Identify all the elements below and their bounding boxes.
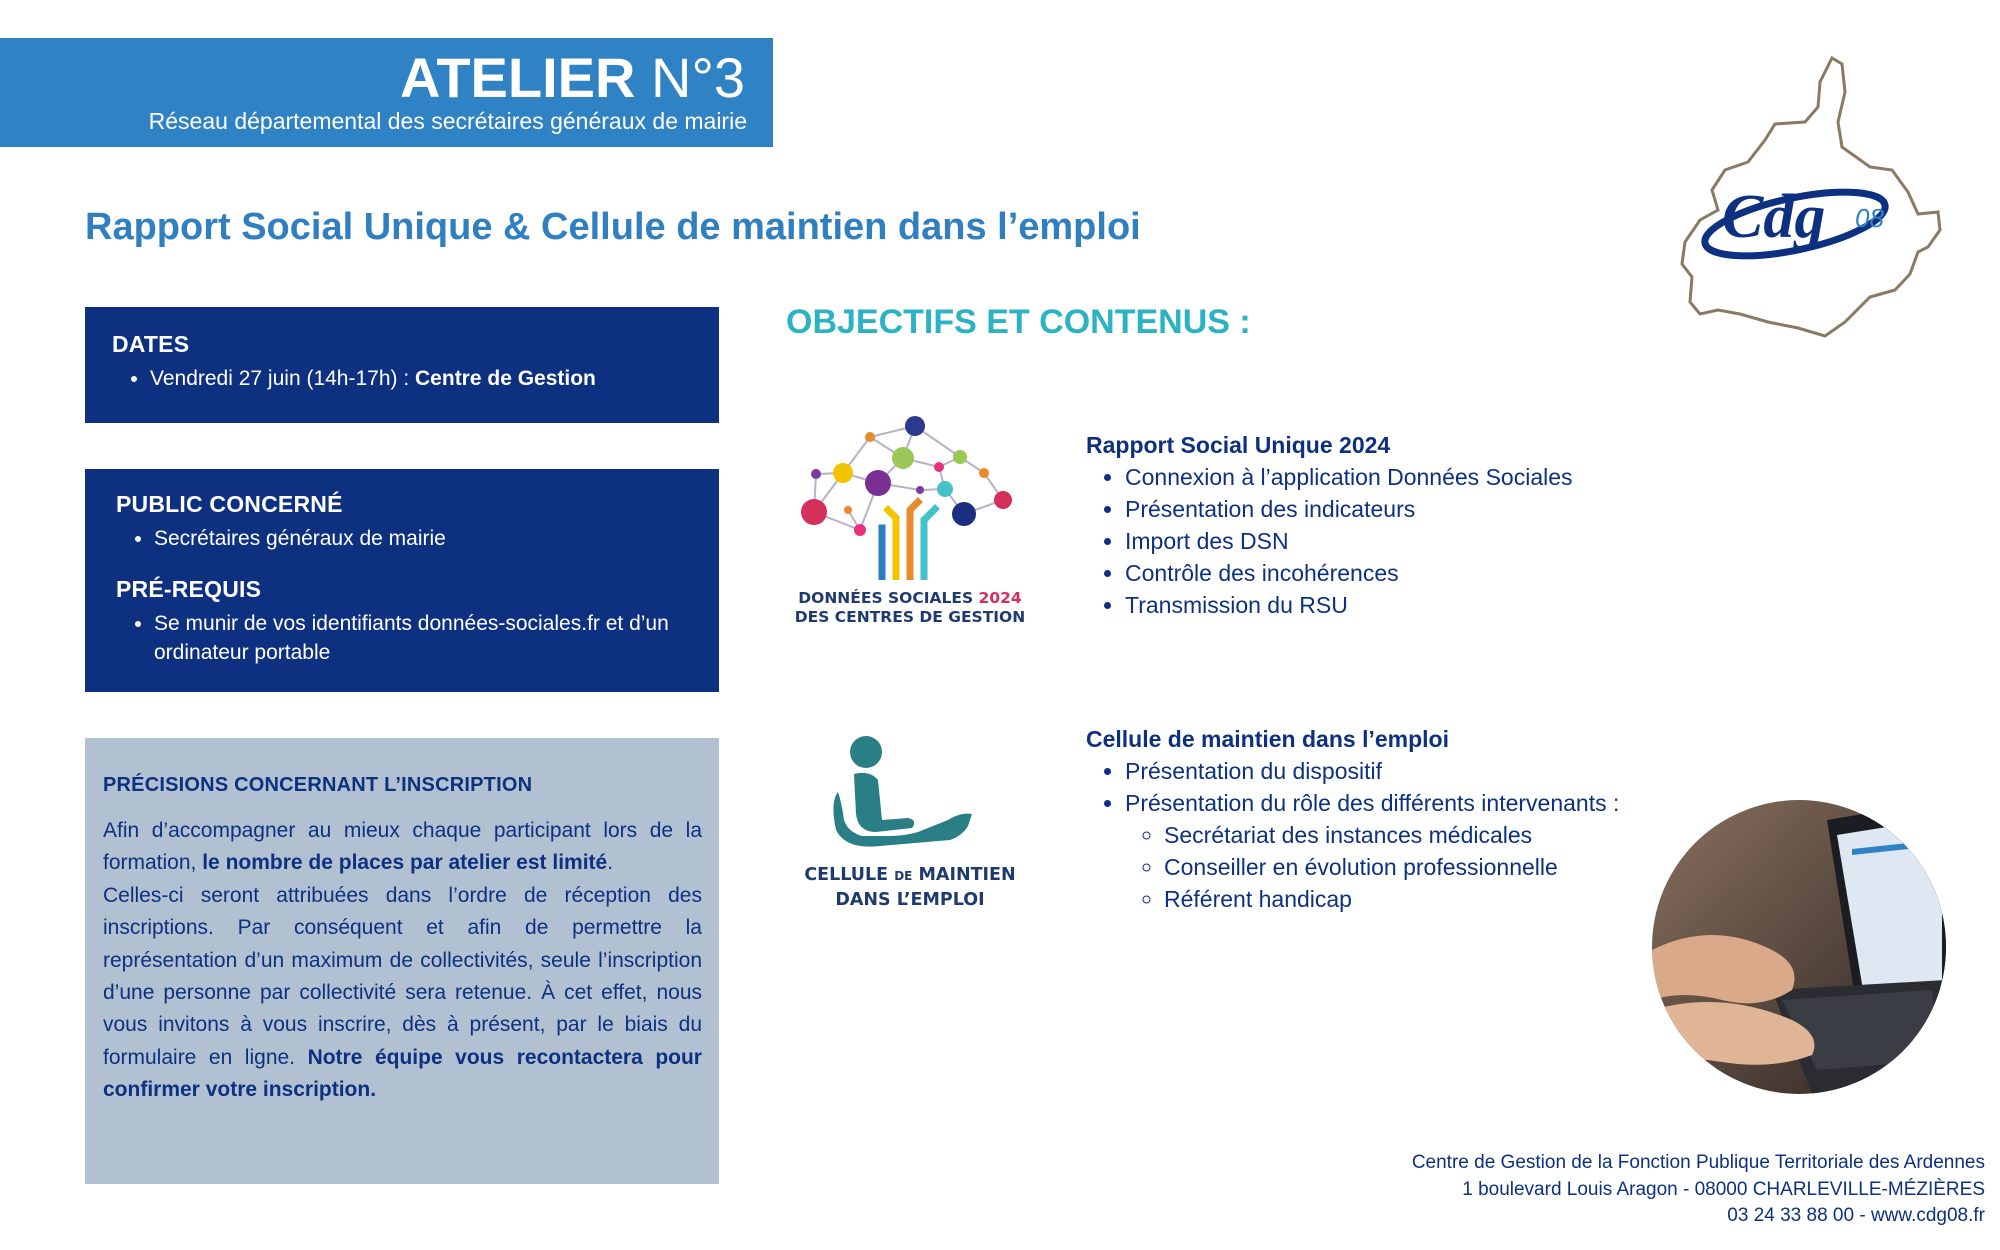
cme-subitem: ◦ Conseiller en évolution professionnelle — [1164, 851, 1766, 883]
atelier-number: N°3 — [651, 46, 745, 109]
rsu-item: • Contrôle des incohérences — [1125, 557, 1706, 589]
care-hand-icon — [800, 732, 1020, 852]
header-subtitle: Réseau départemental des secrétaires généraux de mairie — [148, 108, 747, 134]
cme-item: • Présentation du dispositif — [1125, 755, 1766, 787]
rsu-section — [1086, 429, 1706, 621]
footer-address: 1 boulevard Louis Aragon - 08000 CHARLEVILLE-MÉZIÈRES — [1462, 1178, 1985, 1200]
laptop-photo — [1652, 800, 1946, 1094]
cellule-caption — [800, 863, 1020, 912]
footer-org: Centre de Gestion de la Fonction Publique Territoriale des Ardennes — [1411, 1152, 1985, 1173]
objectives-heading: OBJECTIFS ET CONTENUS : — [786, 303, 1251, 341]
rsu-heading: Rapport Social Unique 2024 — [1086, 432, 1391, 458]
cdg-logo-letters: Cdg — [1722, 183, 1826, 251]
atelier-title — [400, 46, 745, 110]
p2-text: Celles-ci seront attribuées dans l’ordre de réception des inscriptions. Par conséquent et afin de permettre la représentation d’un maximum de collectivités, seule l’inscription d’une personne par collectivité sera retenue. À cet effet, nous vous invitons à vous inscrire, dès à présent, par le biais du formulaire en ligne. — [103, 883, 702, 1069]
rsu-item: • Connexion à l’application Données Sociales — [1125, 461, 1706, 493]
dates-box — [85, 307, 719, 423]
p2-bold: Notre équipe vous recontactera pour confirmer votre inscription. — [103, 1045, 702, 1102]
network-tree-icon — [790, 410, 1030, 580]
logo-line2: DES CENTRES DE GESTION — [794, 608, 1026, 626]
logo-maintien: MAINTIEN — [918, 865, 1016, 885]
rsu-item: • Import des DSN — [1125, 525, 1706, 557]
public-heading: PUBLIC CONCERNÉ — [116, 491, 343, 517]
p1-end: . — [607, 851, 614, 875]
footer-phone-web: 03 24 33 88 00 - www.cdg08.fr — [1727, 1205, 1985, 1226]
public-list — [116, 524, 699, 553]
prereq-list — [116, 609, 699, 667]
dates-item — [150, 364, 699, 393]
logo-cellule: CELLULE — [804, 865, 889, 885]
donnees-sociales-caption — [790, 589, 1030, 627]
precisions-box — [85, 738, 719, 1184]
dates-list — [112, 364, 699, 393]
cme-item-text: Présentation du rôle des différents intervenants : — [1125, 790, 1620, 816]
ardennes-map-icon — [1670, 52, 1960, 342]
prereq-item: • Se munir de vos identifiants données-sociales.fr et d’un ordinateur portable — [154, 609, 699, 667]
public-item: • Secrétaires généraux de mairie — [154, 524, 699, 553]
dates-heading: DATES — [112, 331, 190, 357]
footer-contact — [1412, 1150, 1985, 1230]
cdg-logo-number: 08 — [1855, 203, 1884, 233]
dates-item-text: Vendredi 27 juin (14h-17h) : — [150, 367, 416, 390]
precisions-heading: PRÉCISIONS CONCERNANT L’INSCRIPTION — [103, 774, 533, 796]
logo-dans-emploi: DANS L’EMPLOI — [835, 890, 985, 910]
atelier-word: ATELIER — [400, 46, 636, 109]
rsu-item: • Transmission du RSU — [1125, 589, 1706, 621]
cme-heading: Cellule de maintien dans l’emploi — [1086, 726, 1449, 752]
logo-line1: DONNÉES SOCIALES — [798, 589, 974, 607]
precisions-paragraph-1 — [103, 815, 702, 880]
prereq-heading: PRÉ-REQUIS — [116, 576, 262, 602]
dates-item-place: Centre de Gestion — [415, 367, 596, 390]
page-title: Rapport Social Unique & Cellule de maintien dans l’emploi — [85, 206, 1141, 248]
laptop-typing-image — [1652, 800, 1946, 1094]
precisions-paragraph-2 — [103, 880, 702, 1107]
p1-bold: le nombre de places par atelier est limité — [202, 851, 608, 875]
rsu-item: • Présentation des indicateurs — [1125, 493, 1706, 525]
rsu-list — [1086, 461, 1706, 621]
cellule-maintien-logo — [800, 732, 1020, 912]
cme-subitem: ◦ Secrétariat des instances médicales — [1164, 819, 1766, 851]
donnees-sociales-logo — [790, 410, 1030, 630]
cme-subitem: ◦ Référent handicap — [1164, 883, 1766, 915]
header-banner — [0, 38, 773, 147]
logo-de: DE — [894, 869, 913, 883]
public-box — [85, 469, 719, 692]
p1-text: Afin d’accompagner au mieux chaque participant lors de la formation, — [103, 819, 702, 875]
logo-year: 2024 — [978, 589, 1022, 607]
cdg08-logo — [1670, 52, 1960, 342]
